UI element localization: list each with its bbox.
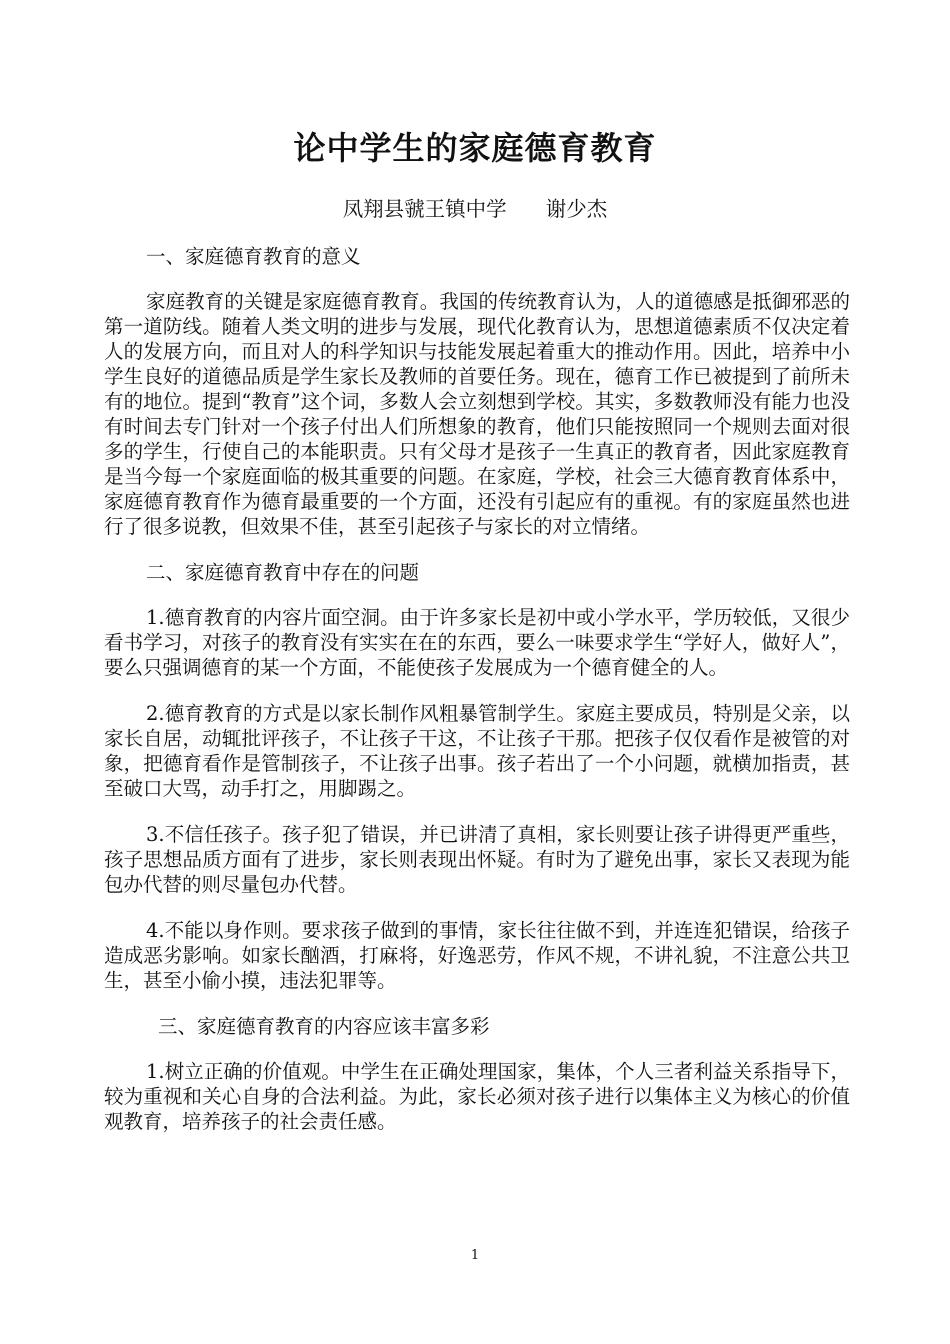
section-heading-2: 二、家庭德育教育中存在的问题 [146, 561, 420, 584]
paragraph: 1.德育教育的内容片面空洞。由于许多家长是初中或小学水平，学历较低，又很少看书学习，对孩子的教育没有实实在在的东西，要么一味要求学生“学好人，做好人”，要么只强调德育的某一个方面，不能使孩子发展成为一个德育健全的人。 [104, 606, 850, 679]
section-heading-1: 一、家庭德育教育的意义 [146, 245, 361, 268]
paragraph: 4.不能以身作则。要求孩子做到的事情，家长往往做不到，并连连犯错误，给孩子造成恶劣影响。如家长酗酒，打麻将，好逸恶劳，作风不规，不讲礼貌，不注意公共卫生，甚至小偷小摸，违法犯罪等。 [104, 919, 850, 992]
paragraph: 3.不信任孩子。孩子犯了错误，并已讲清了真相，家长则要让孩子讲得更严重些，孩子思想品质方面有了进步，家长则表现出怀疑。有时为了避免出事，家长又表现为能包办代替的则尽量包办代替。 [104, 823, 850, 896]
document-title: 论中学生的家庭德育教育 [293, 129, 657, 167]
document-body [104, 244, 850, 1155]
paragraph: 家庭教育的关键是家庭德育教育。我国的传统教育认为，人的道德感是抵御邪恶的第一道防线。随着人类文明的进步与发展，现代化教育认为，思想道德素质不仅决定着人的发展方向，而且对人的科学知识与技能发展起着重大的推动作用。因此，培养中小学生良好的道德品质是学生家长及教师的首要任务。现在，德育工作已被提到了前所未有的地位。提到“教育”这个词，多数人会立刻想到学校。其实，多数教师没有能力也没有时间去专门针对一个孩子付出人们所想象的教育，他们只能按照同一个规则去面对很多的学生，行使自己的本能职责。只有父母才是孩子一生真正的教育者，因此家庭教育是当今每一个家庭面临的极其重要的问题。在家庭，学校，社会三大德育教育体系中，家庭德育教育作为德育最重要的一个方面，还没有引起应有的重视。有的家庭虽然也进行了很多说教，但效果不佳，甚至引起孩子与家长的对立情绪。 [104, 290, 850, 538]
section-heading-3: 三、家庭德育教育的内容应该丰富多彩 [158, 1015, 490, 1038]
page-number: 1 [470, 1248, 480, 1263]
paragraph: 1.树立正确的价值观。中学生在正确处理国家，集体，个人三者利益关系指导下，较为重视和关心自身的合法利益。为此，家长必须对孩子进行以集体主义为核心的价值观教育，培养孩子的社会责任感。 [104, 1060, 850, 1133]
paragraph: 2.德育教育的方式是以家长制作风粗暴管制学生。家庭主要成员，特别是父亲，以家长自居，动辄批评孩子，不让孩子干这，不让孩子干那。把孩子仅仅看作是被管的对象，把德育看作是管制孩子，不让孩子出事。孩子若出了一个小问题，就横加指责，甚至破口大骂，动手打之，用脚踢之。 [104, 702, 850, 800]
author-line: 凤翔县虢王镇中学 谢少杰 [342, 197, 608, 221]
